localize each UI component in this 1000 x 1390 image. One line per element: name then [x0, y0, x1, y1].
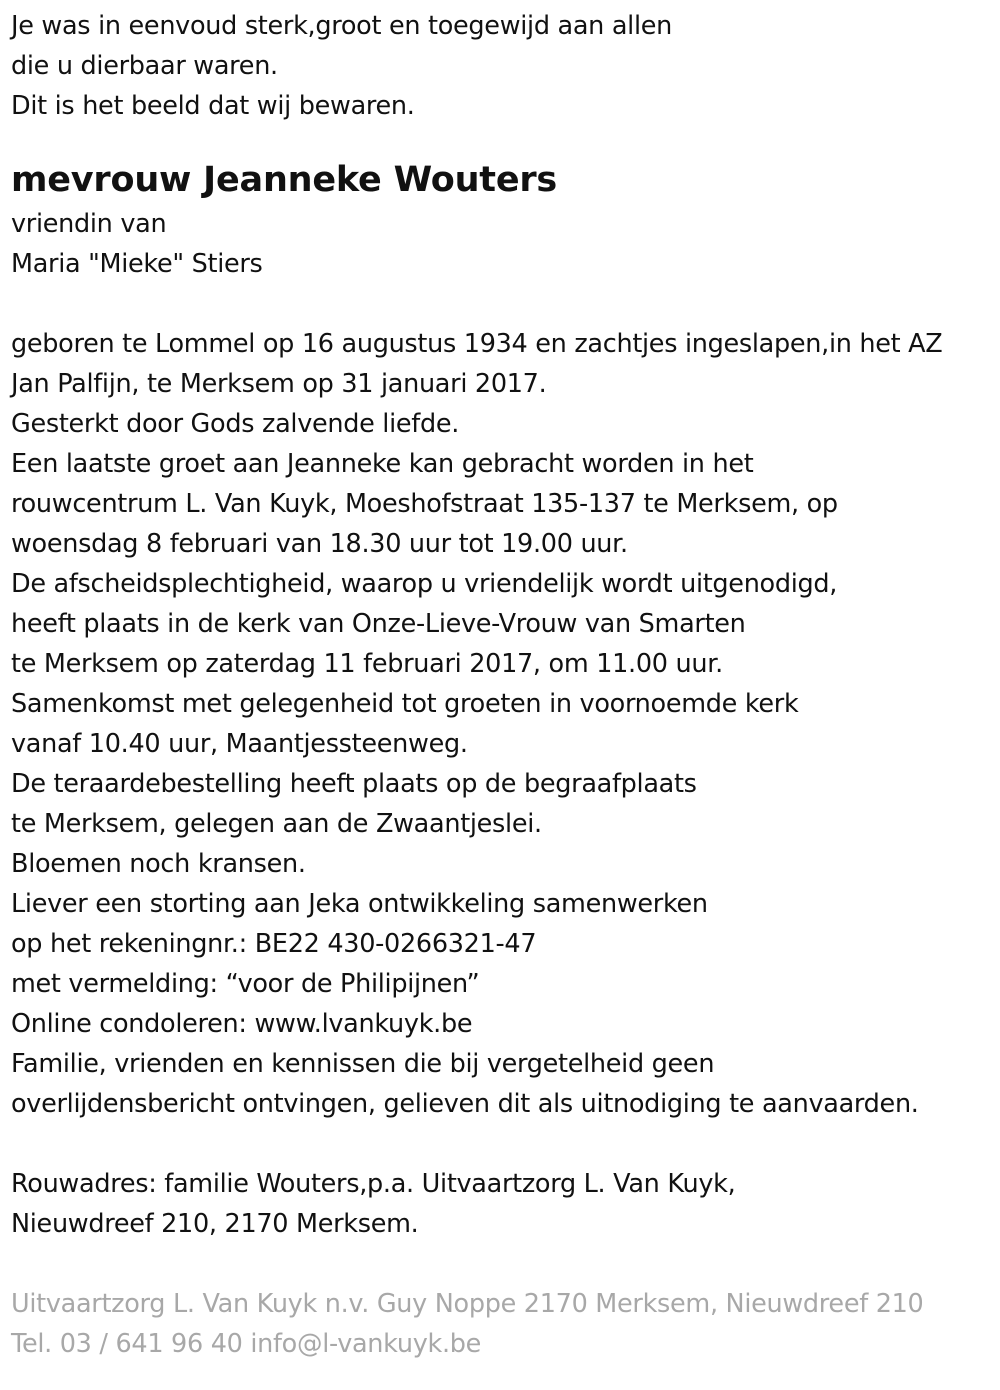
intro-line: Je was in eenvoud sterk,groot en toegewijd aan allen: [11, 11, 672, 41]
body-line: vanaf 10.40 uur, Maantjessteenweg.: [11, 729, 468, 759]
body-line: woensdag 8 februari van 18.30 uur tot 19.00 uur.: [11, 529, 628, 559]
rouwadres-line: Rouwadres: familie Wouters,p.a. Uitvaartzorg L. Van Kuyk,: [11, 1169, 736, 1199]
rouwadres-line: Nieuwdreef 210, 2170 Merksem.: [11, 1209, 419, 1239]
footer-line: Uitvaartzorg L. Van Kuyk n.v. Guy Noppe 2170 Merksem, Nieuwdreef 210: [11, 1289, 924, 1319]
intro-poem: [11, 6, 996, 126]
intro-line: die u dierbaar waren.: [11, 51, 278, 81]
body-line: Bloemen noch kransen.: [11, 849, 306, 879]
body-line: Liever een storting aan Jeka ontwikkeling samenwerken: [11, 889, 708, 919]
body-line: De afscheidsplechtigheid, waarop u vriendelijk wordt uitgenodigd,: [11, 569, 838, 599]
body-line: Jan Palfijn, te Merksem op 31 januari 2017.: [11, 369, 547, 399]
spacer: [11, 1124, 996, 1164]
body-line: te Merksem op zaterdag 11 februari 2017, om 11.00 uur.: [11, 649, 723, 679]
relation: [11, 204, 996, 284]
body-line: De teraardebestelling heeft plaats op de begraafplaats: [11, 769, 697, 799]
footer-contact-line: Tel. 03 / 641 96 40 info@l-vankuyk.be: [11, 1329, 482, 1359]
body-line: te Merksem, gelegen aan de Zwaantjeslei.: [11, 809, 542, 839]
relation-line: vriendin van: [11, 209, 167, 239]
deceased-name: mevrouw Jeanneke Wouters: [11, 160, 558, 200]
body-line: Een laatste groet aan Jeanneke kan gebracht worden in het: [11, 449, 754, 479]
obituary-document: [11, 6, 996, 1364]
condolence-website-line: Online condoleren: www.lvankuyk.be: [11, 1009, 473, 1039]
bank-account-line: op het rekeningnr.: BE22 430-0266321-47: [11, 929, 537, 959]
intro-line: Dit is het beeld dat wij bewaren.: [11, 91, 415, 121]
body-line: heeft plaats in de kerk van Onze-Lieve-Vrouw van Smarten: [11, 609, 746, 639]
body-line: Gesterkt door Gods zalvende liefde.: [11, 409, 460, 439]
spacer: [11, 284, 996, 324]
funeral-home-footer: [11, 1284, 996, 1364]
rouwadres: [11, 1164, 996, 1244]
obituary-body: [11, 324, 996, 1124]
body-line: met vermelding: “voor de Philipijnen”: [11, 969, 480, 999]
body-line: rouwcentrum L. Van Kuyk, Moeshofstraat 135-137 te Merksem, op: [11, 489, 838, 519]
body-line: Familie, vrienden en kennissen die bij vergetelheid geen: [11, 1049, 715, 1079]
relation-line: Maria "Mieke" Stiers: [11, 249, 263, 279]
body-line: Samenkomst met gelegenheid tot groeten in voornoemde kerk: [11, 689, 799, 719]
body-line: geboren te Lommel op 16 augustus 1934 en zachtjes ingeslapen,in het AZ: [11, 329, 943, 359]
body-line: overlijdensbericht ontvingen, gelieven dit als uitnodiging te aanvaarden.: [11, 1089, 919, 1119]
